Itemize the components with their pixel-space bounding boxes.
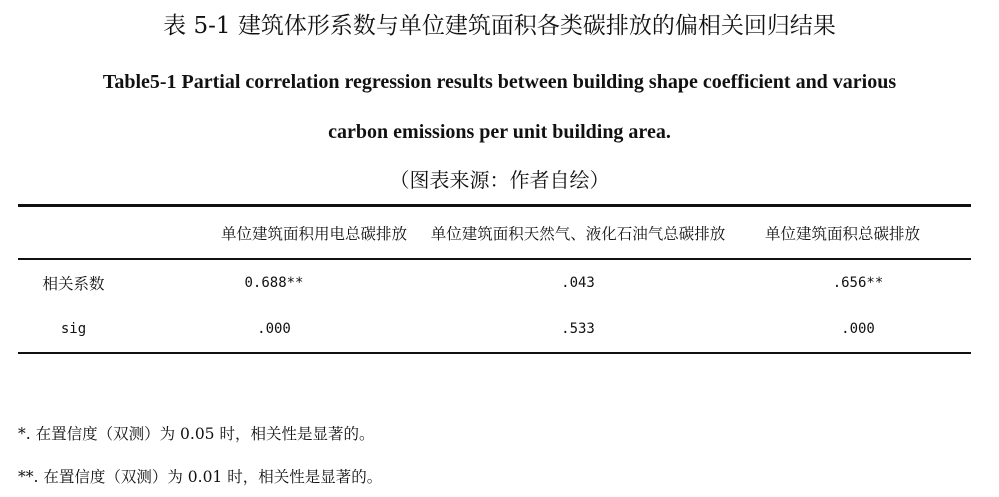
footnote-significance-001: **. 在置信度（双测）为 0.01 时，相关性是显著的。 <box>18 468 383 486</box>
correlation-table-container <box>18 204 971 354</box>
table-row <box>18 259 971 306</box>
header-empty-cell <box>18 206 137 260</box>
cell-correlation-electricity: 0.688** <box>244 275 304 291</box>
table-title-english-line2: carbon emissions per unit building area. <box>328 121 671 143</box>
correlation-table <box>18 204 971 354</box>
footnote-significance-005: *. 在置信度（双测）为 0.05 时，相关性是显著的。 <box>18 425 375 443</box>
cell-correlation-gas: .043 <box>561 275 595 291</box>
table-title-english-line1: Table5-1 Partial correlation regression results between building shape coefficient and various <box>102 71 897 93</box>
row-label-correlation: 相关系数 <box>42 275 105 293</box>
table-row <box>18 306 971 353</box>
header-electricity-emission: 单位建筑面积用电总碳排放 <box>220 225 407 243</box>
cell-correlation-total: .656** <box>832 275 884 291</box>
cell-sig-electricity: .000 <box>257 321 291 337</box>
table-source-note: （图表来源：作者自绘） <box>389 168 610 192</box>
table-title-chinese: 表 5-1 建筑体形系数与单位建筑面积各类碳排放的偏相关回归结果 <box>163 13 836 39</box>
cell-sig-gas: .533 <box>561 321 595 337</box>
header-gas-emission: 单位建筑面积天然气、液化石油气总碳排放 <box>430 225 726 243</box>
row-label-sig: sig <box>60 321 87 337</box>
cell-sig-total: .000 <box>841 321 875 337</box>
header-total-emission: 单位建筑面积总碳排放 <box>765 225 921 243</box>
table-header-row <box>18 206 971 260</box>
